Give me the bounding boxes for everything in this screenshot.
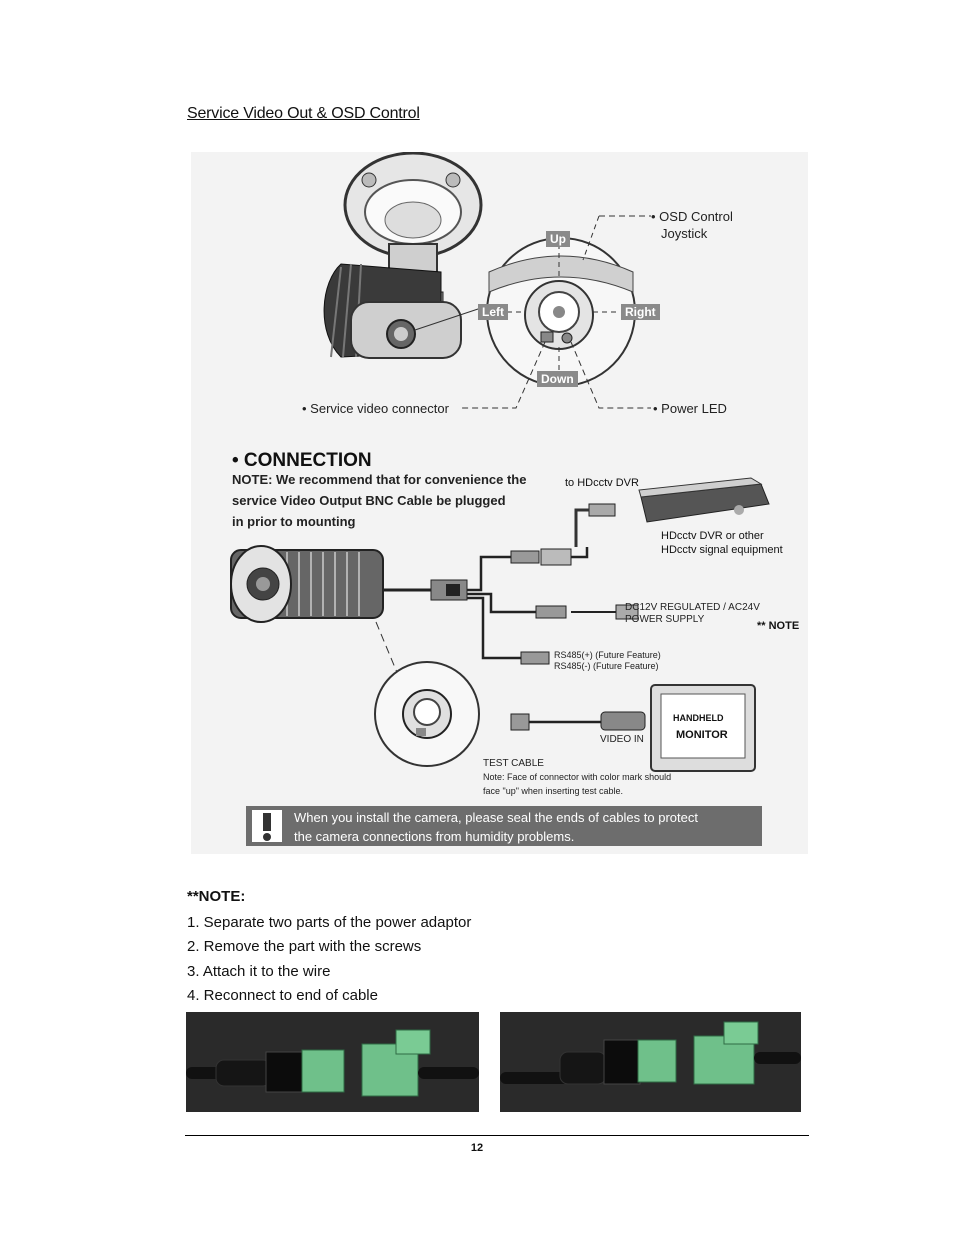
warning-line1: When you install the camera, please seal the ends of cables to protect xyxy=(294,810,698,825)
monitor-label-line1: HANDHELD xyxy=(673,713,724,723)
note-item-3: 3. Attach it to the wire xyxy=(187,963,331,980)
warning-banner xyxy=(246,806,762,846)
power-supply-line2: POWER SUPPLY xyxy=(625,614,705,625)
joystick-label: Joystick xyxy=(661,226,708,241)
connector-photo-1 xyxy=(186,1012,479,1112)
section-title: Service Video Out & OSD Control xyxy=(187,105,420,122)
connector-photo-2 xyxy=(500,1012,801,1112)
test-note-line1: Note: Face of connector with color mark should xyxy=(483,772,672,782)
note-item-2: 2. Remove the part with the screws xyxy=(187,938,422,955)
note-heading: **NOTE: xyxy=(187,888,246,905)
note-item-1: 1. Separate two parts of the power adaptor xyxy=(187,914,472,931)
monitor-label-line2: MONITOR xyxy=(676,729,728,741)
left-tag: Left xyxy=(478,304,508,320)
rs485-minus-label: RS485(-) (Future Feature) xyxy=(554,661,659,671)
osd-control-label: • OSD Control xyxy=(651,209,733,224)
test-cable-label: TEST CABLE xyxy=(483,758,544,769)
dvr-label-line1: HDcctv DVR or other xyxy=(661,530,764,542)
page-number: 12 xyxy=(470,1142,484,1154)
to-dvr-label: to HDcctv DVR xyxy=(565,477,639,489)
rs485-plus-label: RS485(+) (Future Feature) xyxy=(554,650,661,660)
video-in-label: VIDEO IN xyxy=(600,734,644,745)
warning-line2: the camera connections from humidity problems. xyxy=(294,829,575,844)
up-tag: Up xyxy=(546,231,570,247)
exclamation-icon xyxy=(252,810,282,842)
note-item-4: 4. Reconnect to end of cable xyxy=(187,987,378,1004)
power-led-label: • Power LED xyxy=(653,401,727,416)
down-tag: Down xyxy=(537,371,578,387)
service-video-label: • Service video connector xyxy=(302,401,449,416)
power-note-label: ** NOTE xyxy=(757,620,800,632)
connection-note-line3: in prior to mounting xyxy=(232,514,356,529)
test-note-line2: face "up" when inserting test cable. xyxy=(483,786,623,796)
camera-diagram xyxy=(191,152,808,854)
footer-divider xyxy=(185,1135,809,1136)
connection-note-line1: NOTE: We recommend that for convenience the xyxy=(232,472,527,487)
power-supply-line1: DC12V REGULATED / AC24V xyxy=(625,602,760,613)
connection-title: • CONNECTION xyxy=(232,450,372,471)
dvr-label-line2: HDcctv signal equipment xyxy=(661,544,783,556)
connection-note-line2: service Video Output BNC Cable be plugged xyxy=(232,493,506,508)
right-tag: Right xyxy=(621,304,660,320)
